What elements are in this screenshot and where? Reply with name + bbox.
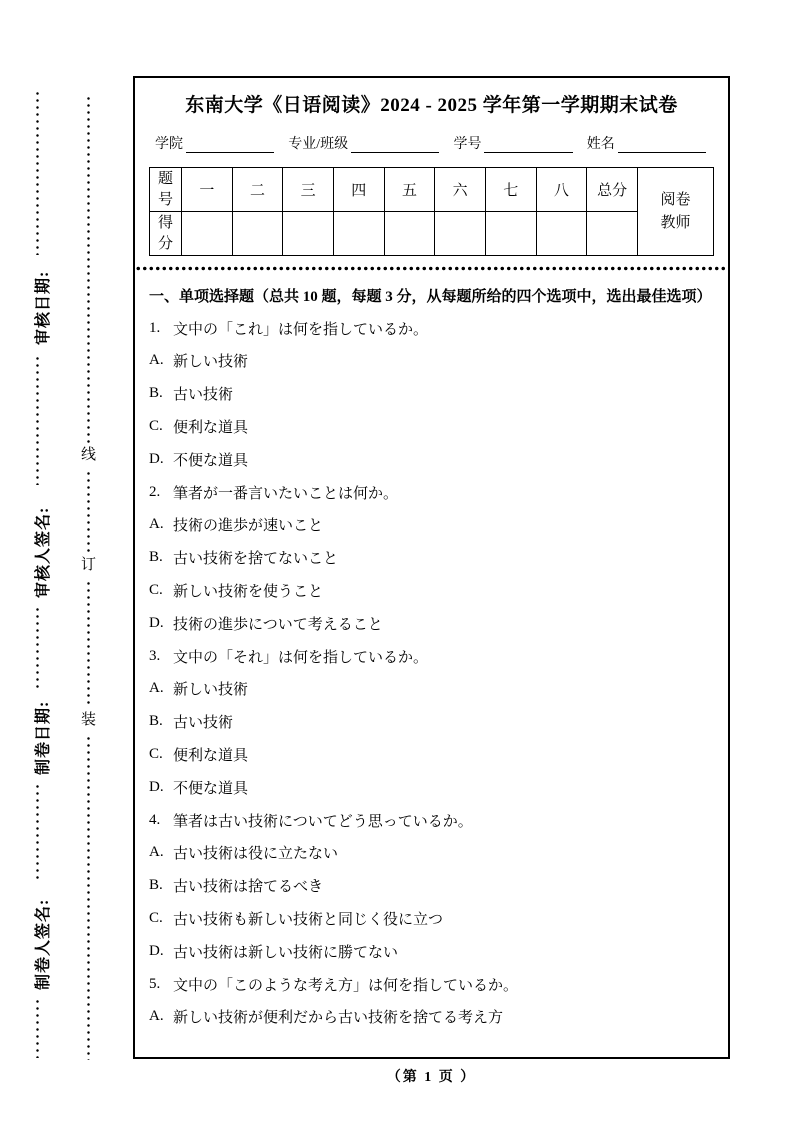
option-line bbox=[149, 738, 714, 771]
option-label: D. bbox=[149, 450, 164, 467]
score-cell bbox=[435, 212, 486, 256]
binding-dotted-line bbox=[87, 470, 90, 553]
section-heading bbox=[149, 279, 714, 312]
option-text: 古い技術 bbox=[173, 387, 234, 404]
margin-label-maker-date: 制卷日期: bbox=[35, 700, 52, 775]
score-col: 六 bbox=[435, 168, 486, 212]
field-blank-college bbox=[186, 134, 274, 153]
margin-dotted-line bbox=[36, 783, 39, 882]
question-number: 3. bbox=[149, 647, 161, 664]
option-line bbox=[149, 705, 714, 738]
option-line bbox=[149, 869, 714, 902]
field-label-major-class: 专业/班级 bbox=[288, 137, 349, 152]
option-label: A. bbox=[149, 844, 164, 861]
option-label: C. bbox=[149, 910, 163, 927]
score-col-total: 总分 bbox=[587, 168, 638, 212]
option-text: 古い技術は役に立たない bbox=[173, 846, 339, 863]
question-number: 2. bbox=[149, 483, 161, 500]
option-text: 古い技術を捨てないこと bbox=[173, 551, 339, 568]
option-label: D. bbox=[149, 778, 164, 795]
margin-dotted-line bbox=[36, 355, 39, 485]
option-text: 技術の進歩が速いこと bbox=[173, 518, 324, 535]
score-cell bbox=[536, 212, 587, 256]
option-label: D. bbox=[149, 614, 164, 631]
score-col: 七 bbox=[485, 168, 536, 212]
binding-dotted-line bbox=[87, 95, 90, 443]
question-number: 1. bbox=[149, 319, 161, 336]
option-line bbox=[149, 673, 714, 706]
dotted-separator bbox=[135, 266, 728, 271]
option-text: 古い技術 bbox=[173, 715, 234, 732]
score-col: 八 bbox=[536, 168, 587, 212]
option-label: B. bbox=[149, 385, 163, 402]
option-text: 古い技術も新しい技術と同じく役に立つ bbox=[173, 912, 444, 929]
score-cell bbox=[232, 212, 283, 256]
score-col: 一 bbox=[182, 168, 233, 212]
field-blank-name bbox=[618, 134, 706, 153]
option-label: C. bbox=[149, 746, 163, 763]
question-text: 文中の「それ」は何を指しているか。 bbox=[173, 649, 429, 666]
binding-dotted-line bbox=[87, 580, 90, 708]
field-blank-major-class bbox=[351, 134, 439, 153]
score-cell bbox=[384, 212, 435, 256]
option-text: 新しい技術が便利だから古い技術を捨てる考え方 bbox=[173, 1010, 504, 1027]
exam-title: 东南大学《日语阅读》2024 - 2025 学年第一学期期末试卷 bbox=[185, 95, 678, 116]
option-text: 新しい技術 bbox=[173, 682, 249, 699]
option-text: 不便な道具 bbox=[173, 780, 249, 797]
field-label-student-id: 学号 bbox=[453, 137, 482, 152]
question-area bbox=[149, 279, 714, 1033]
section-heading-text: 一、单项选择题（总共 10 题，每题 3 分，从每题所给的四个选项中，选出最佳选项） bbox=[149, 288, 712, 305]
question-text: 筆者が一番言いたいことは何か。 bbox=[173, 485, 399, 502]
question-line bbox=[149, 312, 714, 345]
score-table-grader-header: 阅卷教师 bbox=[638, 168, 714, 256]
option-text: 新しい技術 bbox=[173, 354, 249, 371]
option-line bbox=[149, 935, 714, 968]
score-cell bbox=[182, 212, 233, 256]
question-text: 筆者は古い技術についてどう思っているか。 bbox=[173, 813, 473, 830]
option-line bbox=[149, 443, 714, 476]
option-line bbox=[149, 771, 714, 804]
binding-char-xian: 线 bbox=[81, 447, 97, 463]
question-text: 文中の「これ」は何を指しているか。 bbox=[173, 321, 429, 338]
field-label-name: 姓名 bbox=[586, 137, 615, 152]
score-table bbox=[149, 167, 714, 256]
margin-label-maker-signature: 制卷人签名: bbox=[35, 898, 52, 990]
binding-dotted-line bbox=[87, 735, 90, 1060]
score-table-corner: 题号 bbox=[150, 168, 182, 212]
header-fields bbox=[155, 133, 708, 153]
field-blank-student-id bbox=[484, 134, 572, 153]
question-number: 4. bbox=[149, 811, 161, 828]
score-cell bbox=[587, 212, 638, 256]
page-number: （第 1 页 ） bbox=[386, 1070, 477, 1085]
question-line bbox=[149, 476, 714, 509]
option-text: 不便な道具 bbox=[173, 452, 249, 469]
question-line bbox=[149, 640, 714, 673]
field-label-college: 学院 bbox=[155, 137, 183, 152]
score-col: 五 bbox=[384, 168, 435, 212]
score-cell bbox=[283, 212, 334, 256]
score-col: 四 bbox=[333, 168, 384, 212]
option-text: 便利な道具 bbox=[173, 748, 249, 765]
question-line bbox=[149, 804, 714, 837]
option-label: B. bbox=[149, 877, 163, 894]
binding-char-zhuang: 装 bbox=[81, 712, 97, 728]
option-line bbox=[149, 410, 714, 443]
option-line bbox=[149, 837, 714, 870]
score-table-score-label: 得分 bbox=[150, 212, 182, 256]
option-text: 技術の進歩について考えること bbox=[173, 616, 383, 633]
option-label: C. bbox=[149, 582, 163, 599]
exam-paper bbox=[133, 76, 730, 1059]
option-line bbox=[149, 509, 714, 542]
option-line bbox=[149, 902, 714, 935]
option-line bbox=[149, 1001, 714, 1034]
margin-label-review-date: 审核日期: bbox=[35, 270, 52, 345]
option-line bbox=[149, 541, 714, 574]
score-table-header-row bbox=[150, 168, 714, 212]
option-label: C. bbox=[149, 418, 163, 435]
option-label: A. bbox=[149, 680, 164, 697]
score-table-score-row bbox=[150, 212, 714, 256]
score-col: 三 bbox=[283, 168, 334, 212]
option-text: 新しい技術を使うこと bbox=[173, 584, 324, 601]
option-text: 古い技術は捨てるべき bbox=[173, 879, 324, 896]
option-label: A. bbox=[149, 516, 164, 533]
option-line bbox=[149, 345, 714, 378]
option-label: A. bbox=[149, 1008, 164, 1025]
question-number: 5. bbox=[149, 975, 161, 992]
binding-char-ding: 订 bbox=[81, 557, 97, 573]
option-label: B. bbox=[149, 549, 163, 566]
margin-dotted-line bbox=[36, 998, 39, 1058]
margin-dotted-line bbox=[36, 90, 39, 255]
margin-dotted-line bbox=[36, 606, 39, 688]
question-text: 文中の「このような考え方」は何を指しているか。 bbox=[173, 977, 519, 994]
score-col: 二 bbox=[232, 168, 283, 212]
margin-label-reviewer-signature: 审核人签名: bbox=[35, 506, 52, 598]
option-text: 便利な道具 bbox=[173, 420, 249, 437]
score-cell bbox=[485, 212, 536, 256]
option-label: B. bbox=[149, 713, 163, 730]
question-line bbox=[149, 968, 714, 1001]
option-line bbox=[149, 607, 714, 640]
option-label: D. bbox=[149, 942, 164, 959]
option-line bbox=[149, 377, 714, 410]
score-cell bbox=[333, 212, 384, 256]
option-text: 古い技術は新しい技術に勝てない bbox=[173, 944, 399, 961]
option-label: A. bbox=[149, 352, 164, 369]
option-line bbox=[149, 574, 714, 607]
